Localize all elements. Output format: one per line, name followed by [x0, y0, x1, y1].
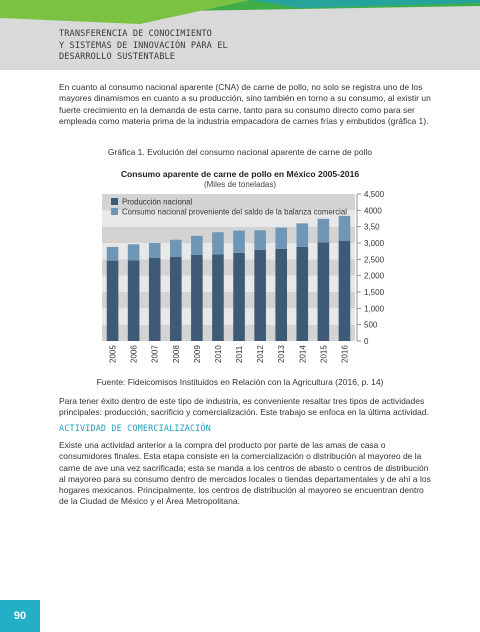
y-tick-label: 3,50 — [364, 222, 380, 232]
x-tick-label: 2013 — [277, 345, 287, 363]
header-title-line: TRANSFERENCIA DE CONOCIMIENTO — [59, 29, 212, 39]
bar-trade-balance — [107, 247, 119, 261]
x-tick-label: 2010 — [213, 345, 223, 363]
legend-label: Producción nacional — [122, 197, 193, 207]
y-tick-label: 1,000 — [364, 304, 385, 314]
page-number: 90 — [0, 600, 40, 632]
x-tick-label: 2011 — [235, 345, 245, 363]
x-tick-label: 2005 — [108, 345, 118, 363]
bar-production — [128, 260, 140, 341]
x-tick-label: 2016 — [340, 345, 350, 363]
intro-paragraph: En cuanto al consumo nacional aparente (CNA) de carne de pollo, no solo se registra uno de los mayores dinamismos en cuanto a su producción, sino también en torno a su consumo, al existir un fuerte crecimiento en la demanda de esta carne, tanto para su consumo directo como para ser empleada como materia prima de la industria empacadora de carnes frías y embutidos (gráfica 1). — [59, 82, 431, 126]
bar-trade-balance — [170, 240, 182, 257]
grid-band — [102, 276, 355, 292]
y-tick-label: 4,500 — [364, 190, 385, 199]
bar-production — [318, 242, 330, 341]
bar-production — [339, 241, 351, 341]
x-tick-label: 2015 — [319, 345, 329, 363]
x-tick-label: 2012 — [256, 345, 266, 363]
chart-source: Fuente: Fideicomisos Instituidos en Relación con la Agricultura (2016, p. 14) — [96, 377, 384, 387]
y-tick-label: 0 — [364, 337, 369, 346]
bar-production — [107, 261, 119, 341]
bar-trade-balance — [296, 223, 308, 247]
figure-caption: Gráfica 1. Evolución del consumo nacional aparente de carne de pollo — [107, 147, 373, 157]
legend-label: Consumo nacional proveniente del saldo de la balanza comercial — [122, 207, 347, 217]
y-tick-label: 1,500 — [364, 288, 385, 297]
grid-band — [102, 227, 355, 243]
activities-paragraph: Para tener éxito dentro de este tipo de industria, es conveniente resaltar tres tipos de actividades principales: producción, sacrificio y comercialización. Este trabajo se enfoca en la última actividad. — [59, 396, 429, 418]
grid-band — [102, 308, 355, 324]
bar-trade-balance — [233, 231, 245, 253]
bar-trade-balance — [212, 232, 224, 254]
bar-trade-balance — [149, 243, 161, 258]
bar-trade-balance — [318, 219, 330, 243]
bar-production — [254, 250, 266, 341]
grid-band — [102, 292, 355, 308]
y-tick-label: 2,500 — [364, 255, 385, 265]
bar-production — [191, 255, 203, 341]
y-tick-label: 3,000 — [364, 239, 385, 248]
header-title-line: DESARROLLO SUSTENTABLE — [59, 52, 176, 62]
legend-swatch-production — [111, 198, 118, 205]
grid-band — [102, 325, 355, 341]
x-tick-label: 2007 — [150, 345, 160, 363]
bar-trade-balance — [275, 228, 287, 249]
bar-trade-balance — [339, 216, 351, 241]
bar-trade-balance — [254, 230, 266, 250]
grid-band — [102, 259, 355, 275]
bar-production — [149, 258, 161, 341]
chart-subtitle: (Miles de toneladas) — [203, 180, 277, 189]
bar-production — [233, 253, 245, 341]
grid-band — [102, 243, 355, 259]
bar-production — [275, 249, 287, 341]
bar-trade-balance — [191, 236, 203, 255]
legend-swatch-trade-balance — [111, 208, 118, 215]
bar-production — [170, 257, 182, 341]
x-tick-label: 2008 — [171, 345, 181, 363]
chart-title: Consumo aparente de carne de pollo en México 2005-2016 — [120, 169, 360, 179]
bar-trade-balance — [128, 244, 140, 260]
bar-production — [296, 247, 308, 341]
bar-production — [212, 254, 224, 341]
x-tick-label: 2014 — [298, 345, 308, 363]
commercialization-paragraph: Existe una actividad anterior a la compra del producto por parte de las amas de casa o consumidores finales. Esta etapa consiste en la comercialización o distribución al mayoreo de la carne de ave una vez sacrificada; esta se manda a los centros de abasto o centros de distribución al mayoreo para su consumo dentro de mercados locales o tiendas departamentales y de ahí a los hogares mexicanos. Principalmente, los centros de distribución al mayoreo se encuentran dentro de la Ciudad de México y el Área Metropolitana. — [59, 440, 431, 507]
y-tick-label: 4000 — [364, 206, 382, 216]
section-heading: ACTIVIDAD DE COMERCIALIZACIÓN — [59, 423, 212, 433]
header-title-line: Y SISTEMAS DE INNOVACIÓN PARA EL — [59, 40, 228, 51]
x-tick-label: 2009 — [192, 345, 202, 363]
y-tick-label: 2,000 — [364, 271, 385, 281]
x-tick-label: 2006 — [129, 345, 139, 363]
y-tick-label: 500 — [364, 320, 378, 330]
